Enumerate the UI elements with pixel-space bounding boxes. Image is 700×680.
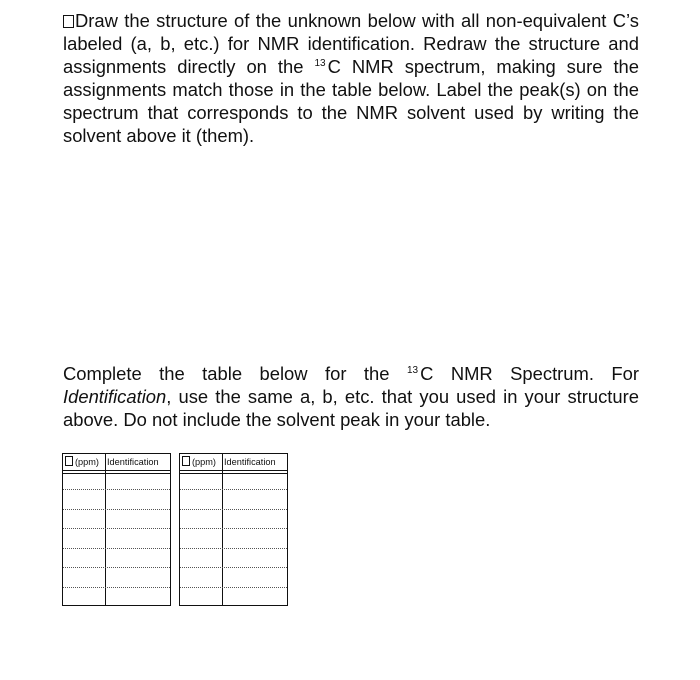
table-row[interactable] xyxy=(63,509,170,510)
ppm-header-label: (ppm) xyxy=(75,457,99,467)
missing-glyph-box-icon xyxy=(65,456,73,466)
missing-glyph-box-icon xyxy=(182,456,190,466)
ppm-header-cell xyxy=(181,454,221,470)
nmr-table-right xyxy=(179,453,288,606)
table-instructions xyxy=(63,362,639,431)
table-row[interactable] xyxy=(63,489,170,490)
table-row[interactable] xyxy=(63,587,170,588)
table-row[interactable] xyxy=(180,528,287,529)
table-row[interactable] xyxy=(180,548,287,549)
p2-text-b: C NMR Spectrum. For xyxy=(420,363,639,384)
table-row[interactable] xyxy=(63,548,170,549)
table-header xyxy=(63,454,170,471)
header-rule xyxy=(180,473,287,474)
p2-text-c: , use the same a, b, etc. that you used in your structure above. Do not include the solvent peak in your table. xyxy=(63,386,639,430)
missing-glyph-box-icon xyxy=(63,15,74,28)
ppm-header-label: (ppm) xyxy=(192,457,216,467)
table-row[interactable] xyxy=(180,489,287,490)
table-row[interactable] xyxy=(63,528,170,529)
p1-text-a: Draw the structure of the unknown below with all non-equivalent C’s labeled (a, b, etc.) for NMR identification. Redraw the structure and assignments directly on the xyxy=(63,10,639,77)
header-rule xyxy=(63,473,170,474)
p1-superscript: 13 xyxy=(314,58,326,69)
p2-superscript: 13 xyxy=(406,365,419,376)
structure-instructions xyxy=(63,9,639,147)
table-row[interactable] xyxy=(180,509,287,510)
column-divider xyxy=(105,454,106,605)
p1-text-b: C NMR spectrum, making sure the assignments match those in the table below. Label the peak(s) on the spectrum that corresponds to the NMR solvent used by writing the solvent above it (them). xyxy=(63,56,640,146)
table-header xyxy=(180,454,287,471)
table-row[interactable] xyxy=(63,567,170,568)
p2-italic-identification: Identification xyxy=(63,386,167,407)
table-row[interactable] xyxy=(180,567,287,568)
p2-text-a: Complete the table below for the xyxy=(63,363,407,384)
nmr-table-left xyxy=(62,453,171,606)
ppm-header-cell xyxy=(64,454,104,470)
identification-header-cell: Identification xyxy=(107,457,159,467)
table-row[interactable] xyxy=(180,587,287,588)
identification-header-cell: Identification xyxy=(224,457,276,467)
column-divider xyxy=(222,454,223,605)
